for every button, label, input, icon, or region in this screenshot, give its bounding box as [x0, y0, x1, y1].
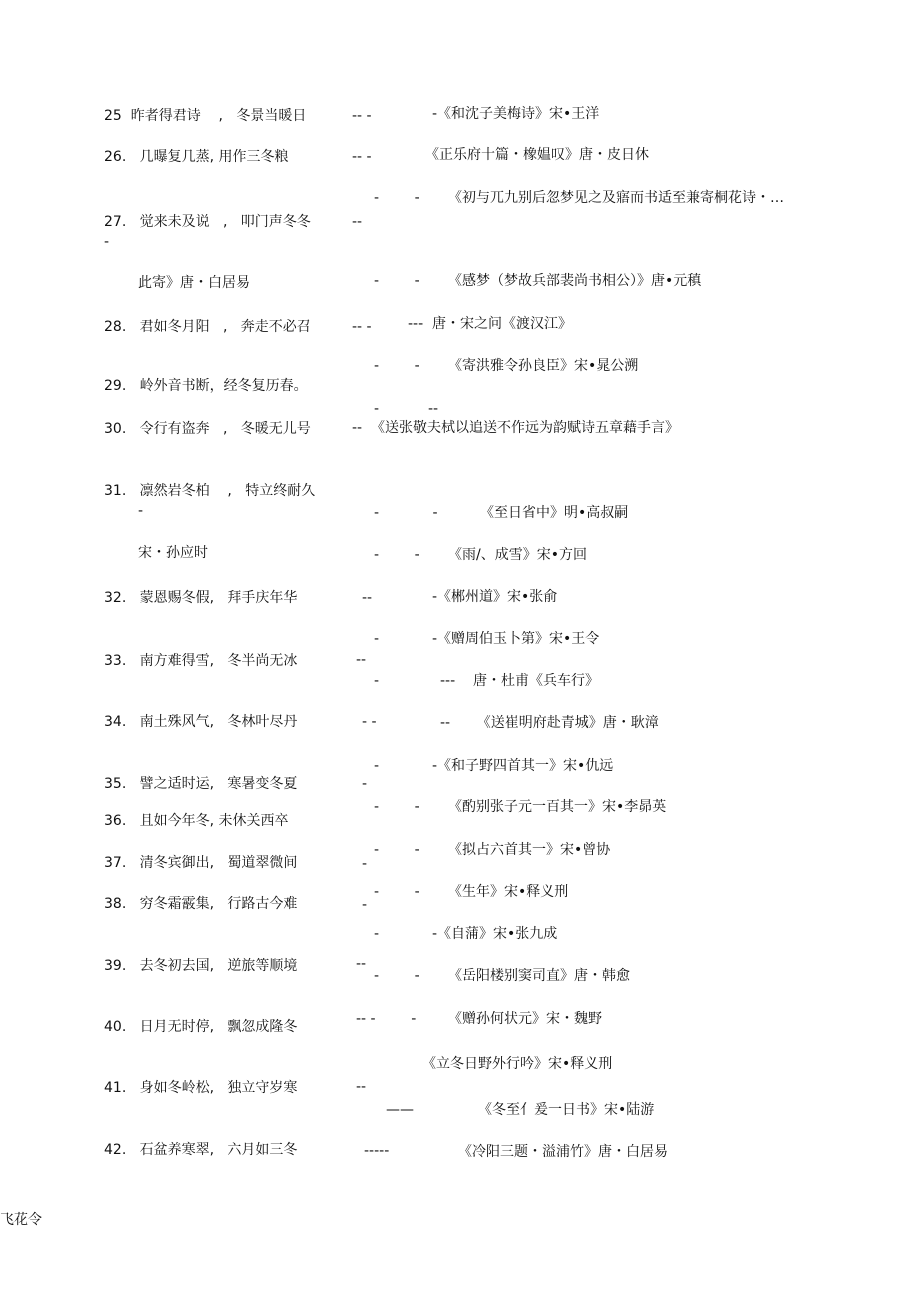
poem-line-31: 31. 凛然岩冬柏 , 特立终耐久: [104, 483, 316, 499]
dash: - -: [374, 358, 420, 374]
poem-line-29: 29. 岭外音书断，经冬复历春。: [104, 378, 308, 394]
poem-source: 《立冬日野外行吟》宋•释义刑: [422, 1056, 613, 1072]
dash: -: [362, 897, 368, 913]
dash: - -: [374, 547, 420, 563]
poem-line-26: 26. 几曝复几蒸, 用作三冬粮: [104, 149, 289, 165]
poem-source: 《岳阳楼别窦司直》唐・韩愈: [448, 968, 630, 984]
dash: -- -: [352, 319, 372, 335]
poem-line-38: 38. 穷冬霜霰集, 行路古今难: [104, 896, 298, 912]
poem-line-35: 35. 譬之适时运, 寒暑变冬夏: [104, 776, 298, 792]
poem-line-27: 27. 觉来未及说 , 叩门声冬冬: [104, 214, 311, 230]
poem-source: -《自蒲》宋•张九成: [432, 926, 558, 942]
dash: -: [362, 856, 368, 872]
poem-line-34: 34. 南土殊风气, 冬林叶尽丹: [104, 714, 298, 730]
poem-line-36: 36. 且如今年冬, 未休关西卒: [104, 813, 289, 829]
poem-source: -- 《送崔明府赴青城》唐・耿漳: [440, 715, 659, 731]
poem-source: 《冷阳三题・溢浦竹》唐・白居易: [458, 1144, 668, 1160]
poem-source: 《雨/、成雪》宋•方回: [448, 547, 587, 563]
poem-source: 《生年》宋•释义刑: [448, 884, 569, 900]
dash: -: [374, 926, 380, 942]
dash: - -: [362, 714, 377, 730]
poem-source: -《和沈子美梅诗》宋•王洋: [432, 106, 600, 122]
poem-source: 《拟占六首其一》宋•曾协: [448, 842, 611, 858]
poem-source: -《和子野四首其一》宋•仇远: [432, 758, 614, 774]
dash: - -: [374, 505, 438, 521]
poem-source: 《至日省中》明•高叔嗣: [480, 505, 629, 521]
poem-line-33: 33. 南方难得雪, 冬半尚无冰: [104, 653, 298, 669]
poem-line-40: 40. 日月无时停, 飘忽成隆冬: [104, 1019, 298, 1035]
poem-line-37: 37. 清冬宾御出, 蜀道翠微间: [104, 855, 298, 871]
dash: - -: [374, 190, 420, 206]
dash: -- -: [352, 149, 372, 165]
poem-line-30: 30. 令行有盗奔 , 冬暖无儿号: [104, 421, 311, 437]
poem-source: 《感梦（梦故兵部裴尚书相公）》唐•元稹: [448, 273, 702, 289]
dash: --: [356, 652, 367, 668]
poem-source: 《初与兀九别后忽梦见之及寤而书适至兼寄桐花诗・…: [448, 190, 784, 206]
dash: - --: [374, 401, 439, 417]
poem-source: --- 唐・杜甫《兵车行》: [440, 673, 599, 689]
poem-source: --- 唐・宋之问《渡汉江》: [408, 316, 573, 332]
dash: - -: [374, 968, 420, 984]
poem-source: 《正乐府十篇・橡媪叹》唐・皮日休: [425, 147, 649, 163]
poem-source-continued: 此寄》唐・白居易: [138, 275, 250, 291]
dash: - -: [374, 273, 420, 289]
poem-line-41: 41. 身如冬岭松, 独立守岁寒: [104, 1080, 298, 1096]
dash: -----: [364, 1143, 390, 1159]
dash: --: [356, 1079, 367, 1095]
dash: -- - -: [356, 1011, 417, 1027]
dash: - -: [374, 842, 420, 858]
dash: -: [374, 673, 380, 689]
poem-source: 《寄洪雅令孙良臣》宋•晁公溯: [448, 358, 639, 374]
dash: - -: [374, 884, 420, 900]
poem-line-42: 42. 石盆养寒翠, 六月如三冬: [104, 1142, 298, 1158]
poem-source: 《酌别张子元一百其一》宋•李昴英: [448, 799, 667, 815]
poem-line-32: 32. 蒙恩赐冬假, 拜手庆年华: [104, 590, 298, 606]
poem-line-28: 28. 君如冬月阳 , 奔走不必召: [104, 319, 311, 335]
poem-source-continued: 宋・孙应时: [138, 545, 208, 561]
dash: --: [352, 214, 363, 230]
dash: -- -: [352, 108, 372, 124]
poem-line-39: 39. 去冬初去国, 逆旅等顺境: [104, 958, 298, 974]
dash: -: [374, 631, 380, 647]
dash: -: [138, 503, 144, 519]
dash: --: [362, 590, 373, 606]
poem-source: -- 《送张敬夫栻以追送不作远为韵赋诗五章藉手言》: [352, 420, 680, 436]
dash: -: [374, 758, 380, 774]
poem-source: -《赠周伯玉卜第》宋•王令: [432, 631, 600, 647]
dash: --: [356, 956, 367, 972]
poem-source: -《郴州道》宋•张俞: [432, 589, 558, 605]
poem-source: 《冬至亻爰一日书》宋•陆游: [478, 1102, 655, 1118]
dash: -: [104, 234, 110, 250]
poem-source: 《赠孙何状元》宋・魏野: [448, 1011, 602, 1027]
dash: ——: [386, 1102, 414, 1118]
dash: -: [362, 776, 368, 792]
poem-line-25: 25 昨者得君诗 , 冬景当暖日: [104, 108, 307, 124]
footer-label: 飞花令: [0, 1212, 42, 1228]
dash: - -: [374, 799, 420, 815]
